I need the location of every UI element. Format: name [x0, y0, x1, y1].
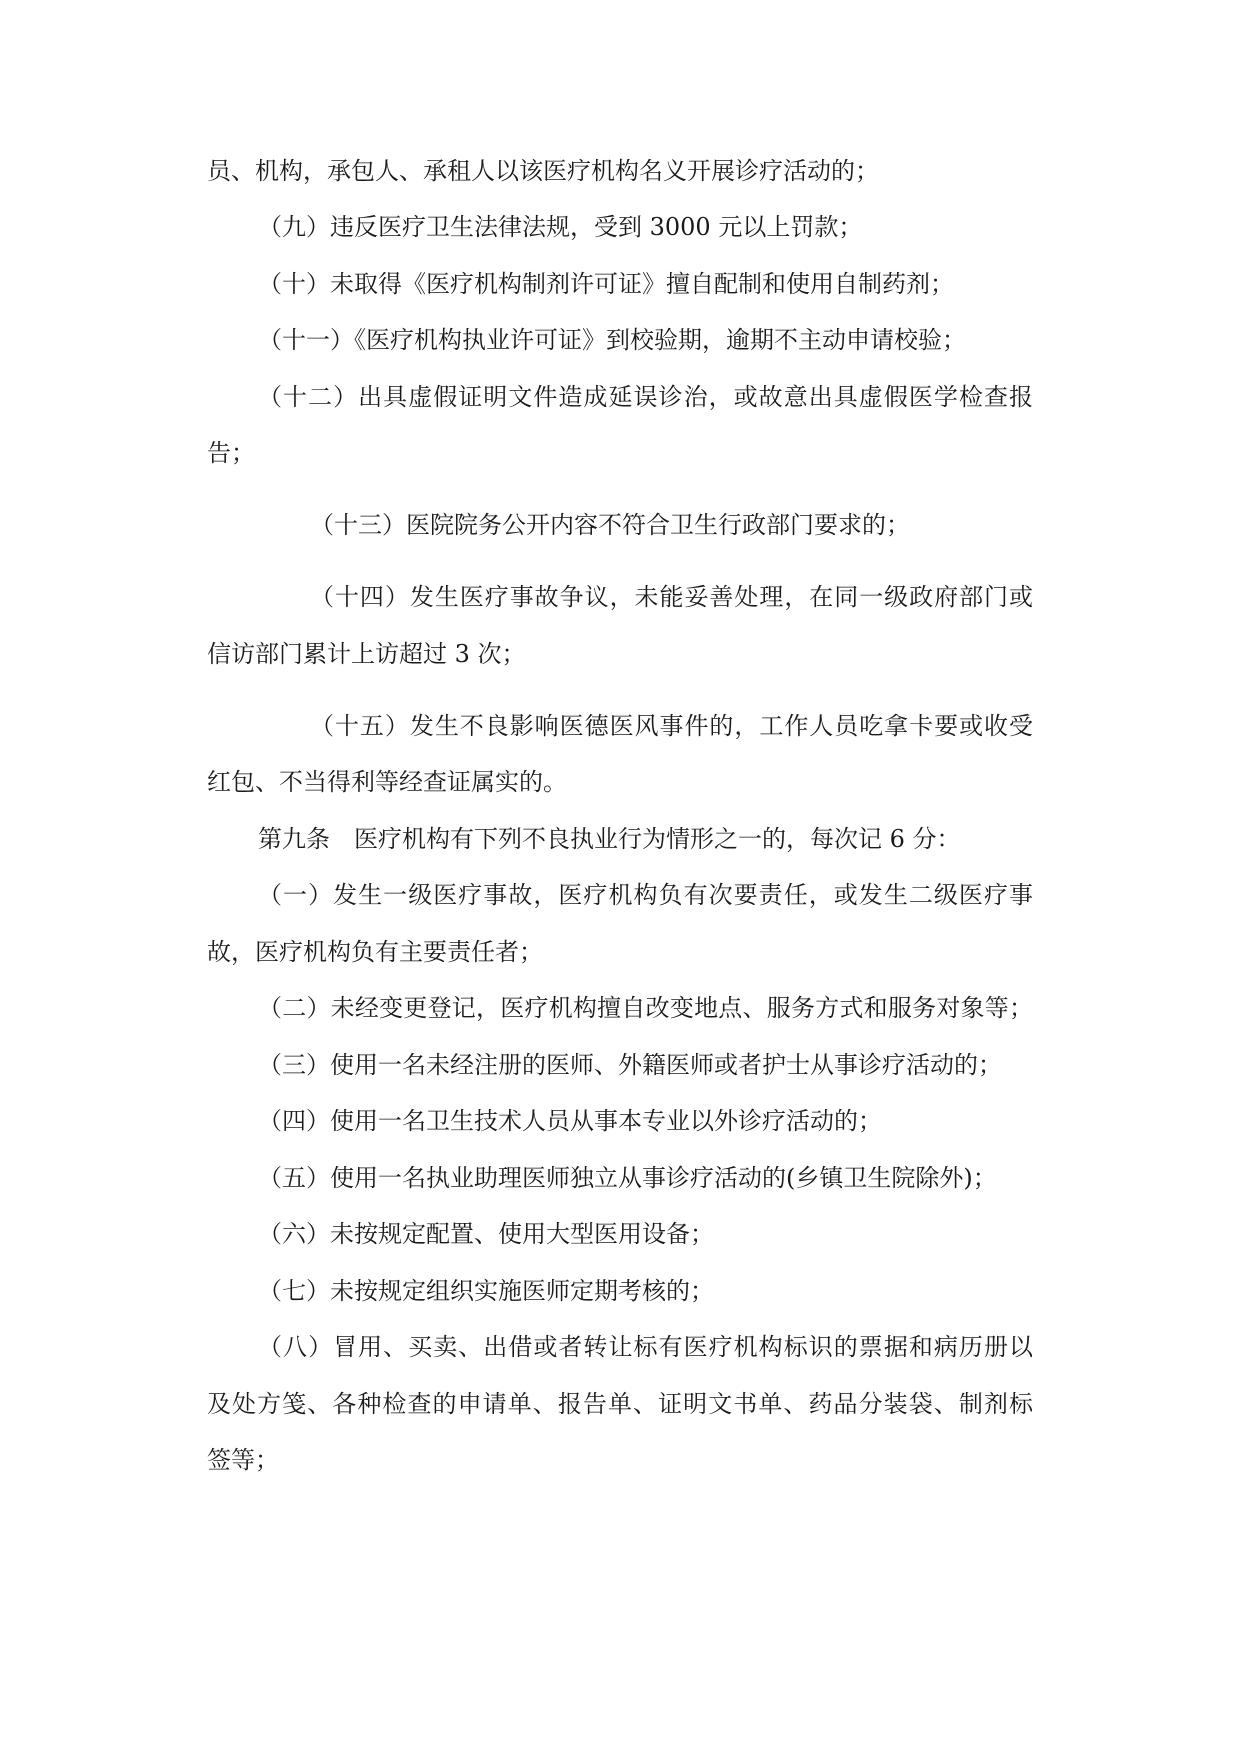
text-line-7: （十三）医院院务公开内容不符合卫生行政部门要求的； [310, 511, 910, 539]
text-line-17: （四）使用一名卫生技术人员从事本专业以外诊疗活动的； [258, 1107, 882, 1135]
text-line-13: （一）发生一级医疗事故，医疗机构负有次要责任，或发生二级医疗事 [258, 881, 1033, 909]
article-9-heading: 第九条 医疗机构有下列不良执业行为情形之一的，每次记 6 分： [258, 825, 961, 853]
text-line-2: （九）违反医疗卫生法律法规，受到 3000 元以上罚款； [258, 213, 863, 241]
text-line-18: （五）使用一名执业助理医师独立从事诊疗活动的(乡镇卫生院除外)； [258, 1164, 997, 1192]
text-line-8: （十四）发生医疗事故争议，未能妥善处理，在同一级政府部门或 [310, 583, 1033, 611]
text-line-10: （十五）发生不良影响医德医风事件的，工作人员吃拿卡要或收受 [310, 712, 1033, 740]
text-line-20: （七）未按规定组织实施医师定期考核的； [258, 1277, 714, 1305]
text-line-14: 故，医疗机构负有主要责任者； [207, 938, 543, 966]
text-line-22: 及处方笺、各种检查的申请单、报告单、证明文书单、药品分装袋、制剂标 [207, 1390, 1033, 1418]
text-line-19: （六）未按规定配置、使用大型医用设备； [258, 1220, 714, 1248]
text-line-9: 信访部门累计上访超过 3 次； [207, 640, 526, 668]
text-line-6: 告； [207, 439, 255, 467]
text-line-21: （八）冒用、买卖、出借或者转让标有医疗机构标识的票据和病历册以 [258, 1333, 1033, 1361]
text-line-23: 签等； [207, 1446, 279, 1474]
text-line-4: （十一）《医疗机构执业许可证》到校验期，逾期不主动申请校验； [258, 326, 966, 354]
text-line-11: 红包、不当得利等经查证属实的。 [207, 768, 567, 796]
text-line-1: 员、机构，承包人、承租人以该医疗机构名义开展诊疗活动的； [207, 157, 879, 185]
text-line-3: （十）未取得《医疗机构制剂许可证》擅自配制和使用自制药剂； [258, 270, 954, 298]
text-line-15: （二）未经变更登记，医疗机构擅自改变地点、服务方式和服务对象等； [258, 994, 1033, 1022]
text-line-5: （十二）出具虚假证明文件造成延误诊治，或故意出具虚假医学检查报 [258, 383, 1033, 411]
text-line-16: （三）使用一名未经注册的医师、外籍医师或者护士从事诊疗活动的； [258, 1051, 1002, 1079]
